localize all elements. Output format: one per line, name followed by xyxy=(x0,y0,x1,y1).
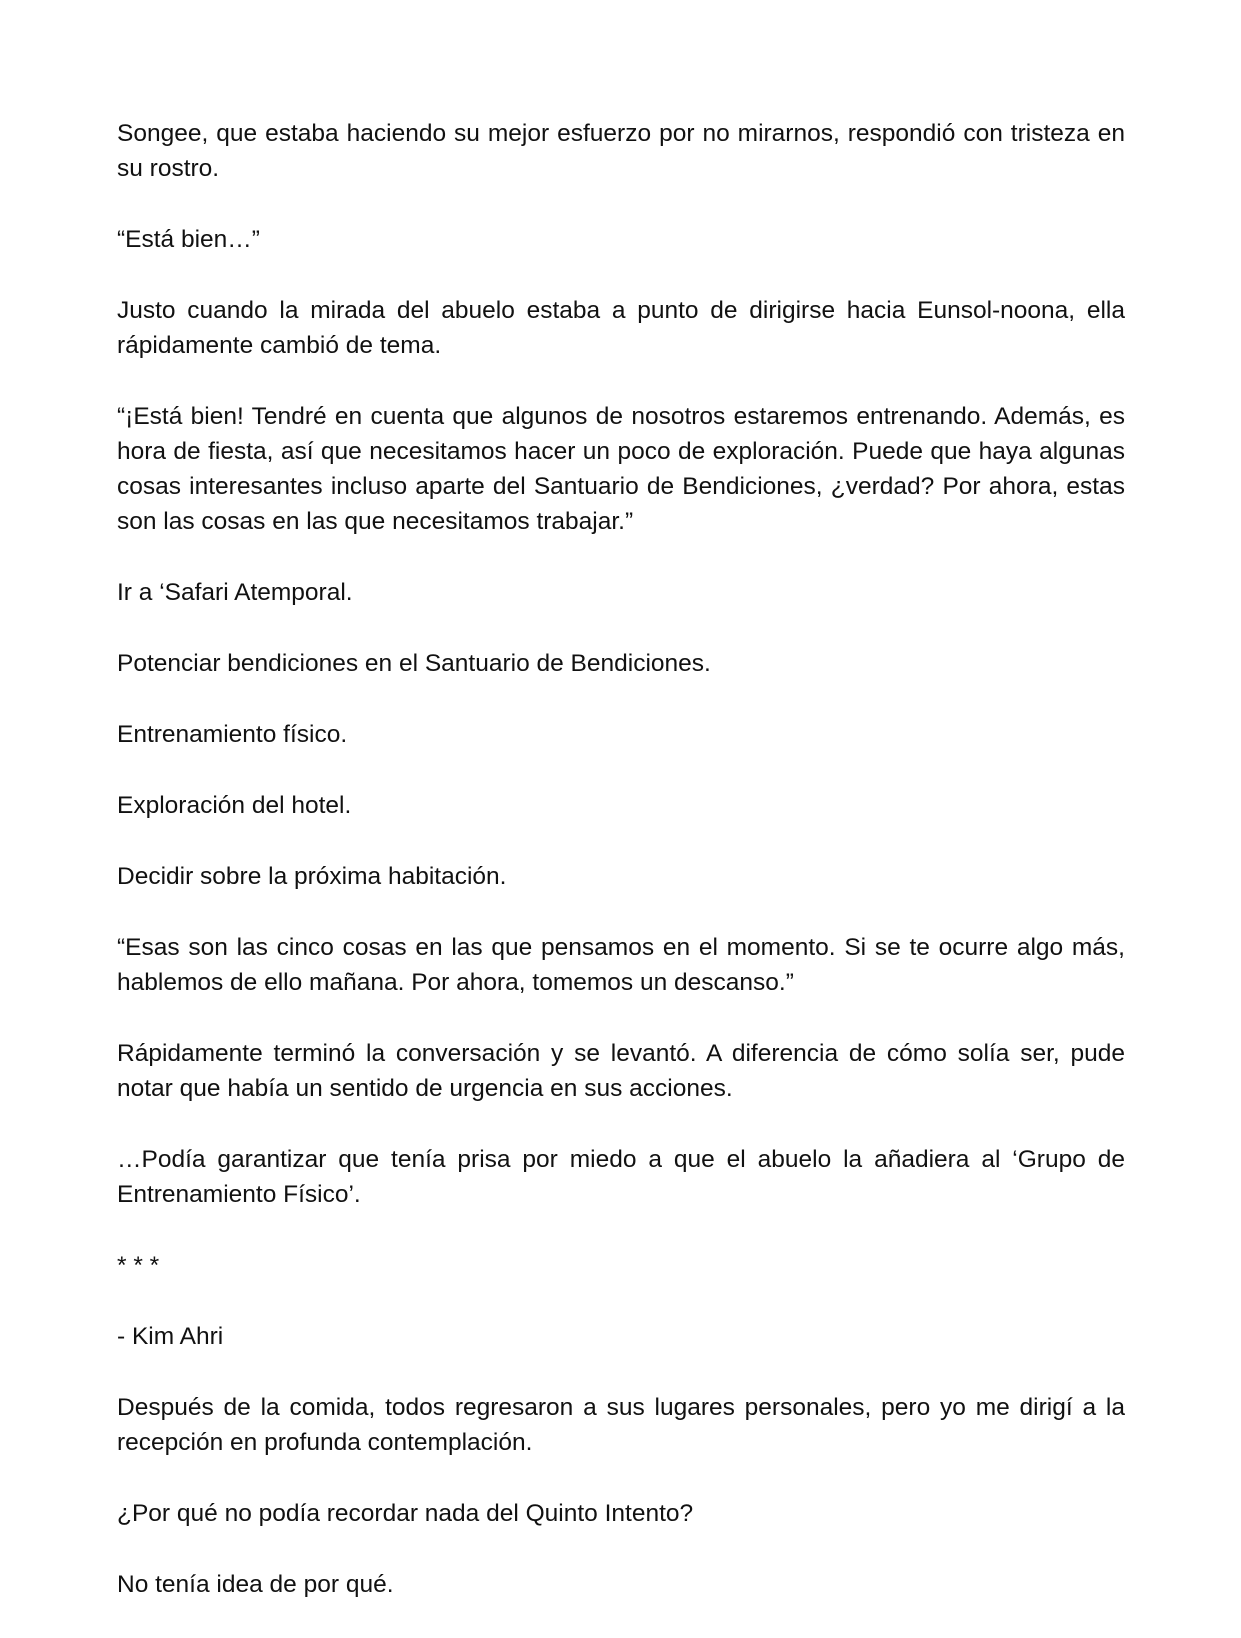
paragraph: “Esas son las cinco cosas en las que pensamos en el momento. Si se te ocurre algo más, hablemos de ello mañana. Por ahora, tomemos un descanso.” xyxy=(117,934,1125,996)
paragraph: Entrenamiento físico. xyxy=(117,721,348,748)
paragraph: Songee, que estaba haciendo su mejor esfuerzo por no mirarnos, respondió con tristeza en su rostro. xyxy=(117,120,1125,182)
paragraph: Después de la comida, todos regresaron a sus lugares personales, pero yo me dirigí a la recepción en profunda contemplación. xyxy=(117,1394,1125,1456)
paragraph: “¡Está bien! Tendré en cuenta que algunos de nosotros estaremos entrenando. Además, es hora de fiesta, así que necesitamos hacer un poco de exploración. Puede que haya algunas cosas interesantes incluso aparte del Santuario de Bendiciones, ¿verdad? Por ahora, estas son las cosas en las que necesitamos trabajar.” xyxy=(117,403,1125,535)
paragraph: No tenía idea de por qué. xyxy=(117,1571,394,1598)
paragraph: Rápidamente terminó la conversación y se levantó. A diferencia de cómo solía ser, pude notar que había un sentido de urgencia en sus acciones. xyxy=(117,1040,1125,1102)
paragraph: Justo cuando la mirada del abuelo estaba a punto de dirigirse hacia Eunsol-noona, ella rápidamente cambió de tema. xyxy=(117,297,1125,359)
document-body xyxy=(117,116,1125,1638)
scene-break: * * * xyxy=(117,1252,160,1279)
paragraph: …Podía garantizar que tenía prisa por miedo a que el abuelo la añadiera al ‘Grupo de Entrenamiento Físico’. xyxy=(117,1146,1125,1208)
paragraph: Exploración del hotel. xyxy=(117,792,352,819)
paragraph: Ir a ‘Safari Atemporal. xyxy=(117,579,353,606)
paragraph: “Está bien…” xyxy=(117,226,260,253)
paragraph: Potenciar bendiciones en el Santuario de Bendiciones. xyxy=(117,650,711,677)
pov-label: - Kim Ahri xyxy=(117,1323,224,1350)
paragraph: ¿Por qué no podía recordar nada del Quinto Intento? xyxy=(117,1500,694,1527)
paragraph: Decidir sobre la próxima habitación. xyxy=(117,863,507,890)
